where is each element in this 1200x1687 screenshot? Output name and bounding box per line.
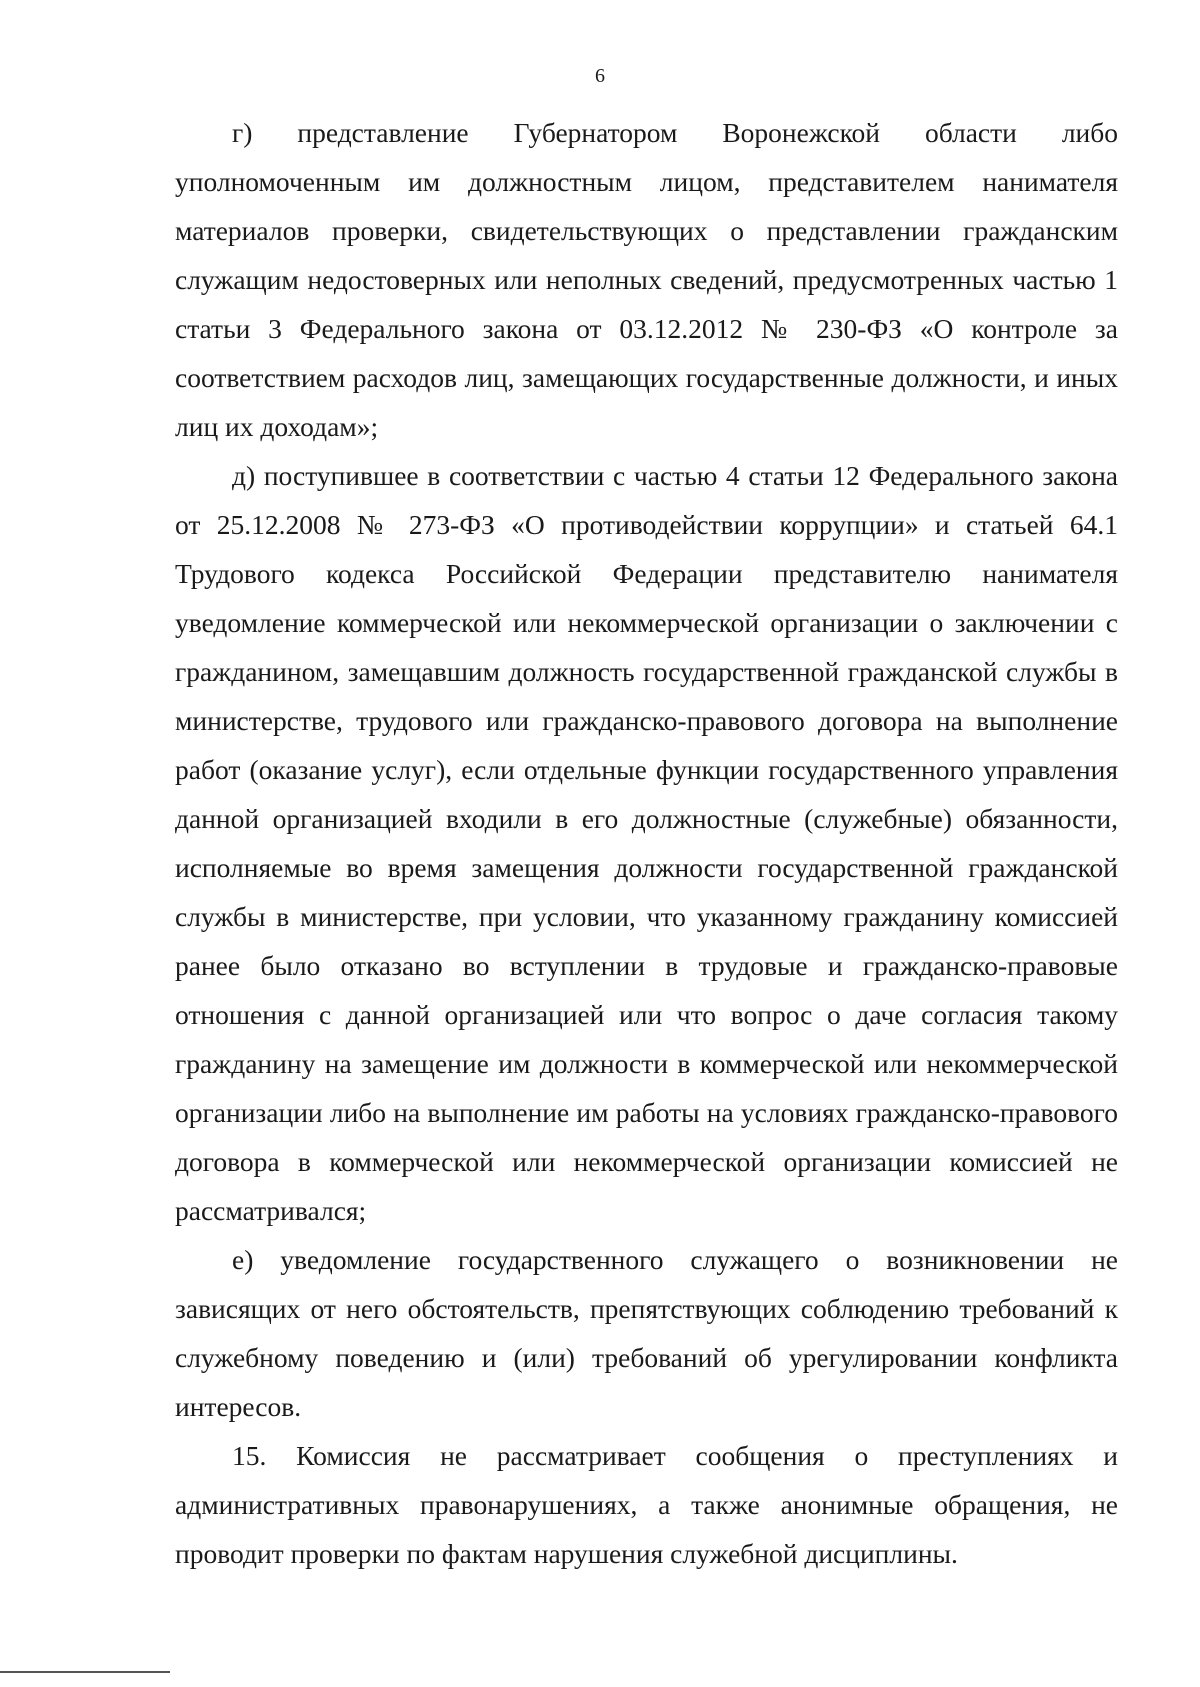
footer-rule <box>0 1671 170 1673</box>
page-number: 6 <box>595 65 605 87</box>
document-body <box>175 108 1118 1578</box>
paragraph-15: 15. Комиссия не рассматривает сообщения о преступлениях и административных правонарушениях, а также анонимные обращения, не проводит проверки по фактам нарушения служебной дисциплины. <box>175 1440 1118 1569</box>
paragraph-e: е) уведомление государственного служащего о возникновении не зависящих от него обстоятельств, препятствующих соблюдению требований к служебному поведению и (или) требований об урегулировании конфликта интересов. <box>175 1244 1118 1422</box>
paragraph-d: д) поступившее в соответствии с частью 4 статьи 12 Федерального закона от 25.12.2008 № 273-ФЗ «О противодействии коррупции» и статьей 64.1 Трудового кодекса Российской Федерации представителю нанимателя уведомление коммерческой или некоммерческой организации о заключении с гражданином, замещавшим должность государственной гражданской службы в министерстве, трудового или гражданско-правового договора на выполнение работ (оказание услуг), если отдельные функции государственного управления данной организацией входили в его должностные (служебные) обязанности, исполняемые во время замещения должности государственной гражданской службы в министерстве, при условии, что указанному гражданину комиссией ранее было отказано во вступлении в трудовые и гражданско-правовые отношения с данной организацией или что вопрос о даче согласия такому гражданину на замещение им должности в коммерческой или некоммерческой организации либо на выполнение им работы на условиях гражданско-правового договора в коммерческой или некоммерческой организации комиссией не рассматривался; <box>175 460 1118 1226</box>
paragraph-g: г) представление Губернатором Воронежской области либо уполномоченным им должностным лицом, представителем нанимателя материалов проверки, свидетельствующих о представлении гражданским служащим недостоверных или неполных сведений, предусмотренных частью 1 статьи 3 Федерального закона от 03.12.2012 № 230-ФЗ «О контроле за соответствием расходов лиц, замещающих государственные должности, и иных лиц их доходам»; <box>175 117 1118 442</box>
